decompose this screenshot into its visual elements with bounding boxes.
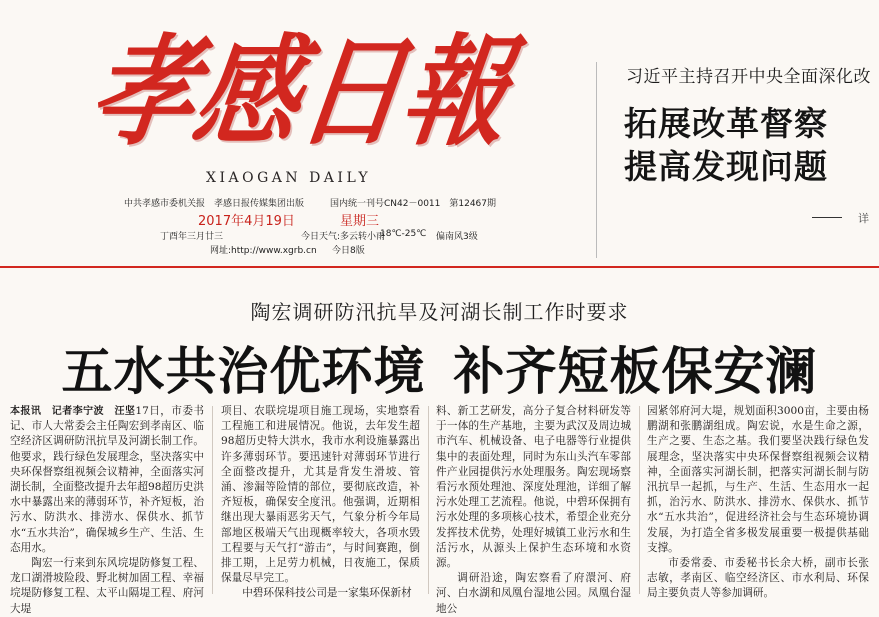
byline: 本报讯 记者李宁波 汪坚 xyxy=(10,406,136,417)
feature-headline-part-1: 五水共治优环境 xyxy=(61,343,426,402)
column-2-paragraph-1: 项目、农联垸堤项目施工现场，实地察看工程施工和进展情况。他说，去年发生超98超历史特大洪水，我市水利设施暴露出许多薄弱环节。要迅速针对薄弱环节进行全面整改提升，尤其是背发生滑坡、管涌、渗漏等险情的部位，要彻底改造，补齐短板，确保安全度汛。他强调，近期相继出现大暴雨恶劣天气，气象分析今年局部地区极端天气出现概率较大，各项水毁工程要与天气打“游击”，与时间赛跑，倒排工期，上足劳力机械，日夜施工，保质保量尽早完工。 xyxy=(221,405,420,585)
wind: 偏南风3级 xyxy=(436,232,478,242)
feature-subhead: 陶宏调研防汛抗旱及河湖长制工作时要求 xyxy=(250,300,629,324)
article-column-4 xyxy=(647,404,869,598)
article-column-1 xyxy=(10,404,204,615)
logo-pinyin: XIAOGAN DAILY xyxy=(206,170,372,186)
more-link[interactable]: 详 xyxy=(858,212,869,225)
article-column-2 xyxy=(221,404,420,598)
masthead xyxy=(0,0,879,268)
masthead-red-rule xyxy=(0,266,879,268)
masthead-divider xyxy=(596,62,597,258)
lead-story-headline-2[interactable]: 提高发现问题 xyxy=(624,147,828,186)
column-divider xyxy=(428,406,429,594)
feature-headline-part-2: 补齐短板保安澜 xyxy=(453,343,818,402)
logo-char-3: 日 xyxy=(290,20,415,163)
column-1-text-1: 17日，市委书记、市人大常委会主任陶宏到孝南区、临空经济区调研防汛抗旱及河湖长制工作。他要求，践行绿色发展理念，坚决落实中央环保督察组视频会议精神，全面落实河湖长制，全面整改提升去年超98超历史洪水中暴露出来的薄弱环节，补齐短板，治污水、防洪水、排涝水、保供水、抓节水“五水共治”，确保城乡生产、生活、生态用水。 xyxy=(10,405,204,554)
logo-char-4: 報 xyxy=(394,20,519,163)
column-4-paragraph-1: 园紧邻府河大堤，规划面积3000亩，主要由杨鹏湖和张鹏湖组成。陶宏说，水是生命之源，生产之要、生态之基。我们要坚决践行绿色发展理念，坚决落实中央环保督察组视频会议精神，全面落实河湖长制，把落实河湖长制与防汛抗旱一起抓，与生产、生活、生态用水一起抓，治污水、防洪水、排涝水、保供水、抓节水“五水共治”，促进经济社会与生态环境协调发展，为打造全省多极发展重要一极提供基础支撑。 xyxy=(647,405,869,554)
logo-char-1: 孝 xyxy=(82,20,207,163)
feature-headline xyxy=(0,330,879,404)
column-3-paragraph-1: 料、新工艺研发，高分子复合材料研发等于一体的生产基地，主要为武汉及周边城市汽车、机械设备、电子电器等行业提供集中的表面处理，同时为东山头汽车零部件产业园提供污水处理服务。陶宏现场察看污水预处理池、深度处理池，详细了解污水处理工艺流程。他说，中碧环保拥有污水处理的多项核心技术，希望企业充分发挥技术优势，处理好城镇工业污水和生活污水，从源头上保护生态环境和水资源。 xyxy=(436,405,631,570)
weather: 今日天气:多云转小雨 xyxy=(301,232,386,242)
lead-story-kicker: 习近平主持召开中央全面深化改 xyxy=(626,67,871,87)
website-link[interactable]: 网址:http://www.xgrb.cn xyxy=(210,246,317,256)
column-2-paragraph-2: 中碧环保科技公司是一家集环保新材 xyxy=(242,587,412,600)
cn-number: 国内统一刊号CN42－0011 第12467期 xyxy=(330,199,497,209)
column-3-paragraph-2: 调研沿途，陶宏察看了府澴河、府河、白水湖和凤凰台湿地公园。凤凰台湿地公 xyxy=(436,572,631,615)
sponsor-line: 中共孝感市委机关报 孝感日报传媒集团出版 xyxy=(124,199,305,209)
lunar-date: 丁酉年三月廿三 xyxy=(160,232,224,242)
article-column-3 xyxy=(436,404,631,615)
column-4-paragraph-2: 市委常委、市委秘书长余大桥，副市长张志敏，孝南区、临空经济区、市水利局、环保局主要负责人等参加调研。 xyxy=(647,557,869,600)
logo-char-2: 感 xyxy=(186,20,311,163)
lead-story-headline-1[interactable]: 拓展改革督察 xyxy=(624,104,828,143)
column-divider xyxy=(212,406,213,594)
page-count: 今日8版 xyxy=(332,246,365,256)
more-link-rule xyxy=(812,217,842,218)
issue-weekday: 星期三 xyxy=(340,214,380,229)
column-divider xyxy=(639,406,640,594)
column-1-paragraph-1 xyxy=(10,404,204,556)
issue-date: 2017年4月19日 xyxy=(198,214,295,229)
newspaper-logo xyxy=(82,12,519,172)
temperature: 18℃-25℃ xyxy=(380,229,427,239)
column-1-paragraph-2: 陶宏一行来到东风垸堤防修复工程、龙口湖滑坡险段、野北树加固工程、幸福垸堤防修复工程、太平山隔堤工程、府河大堤 xyxy=(10,557,204,615)
